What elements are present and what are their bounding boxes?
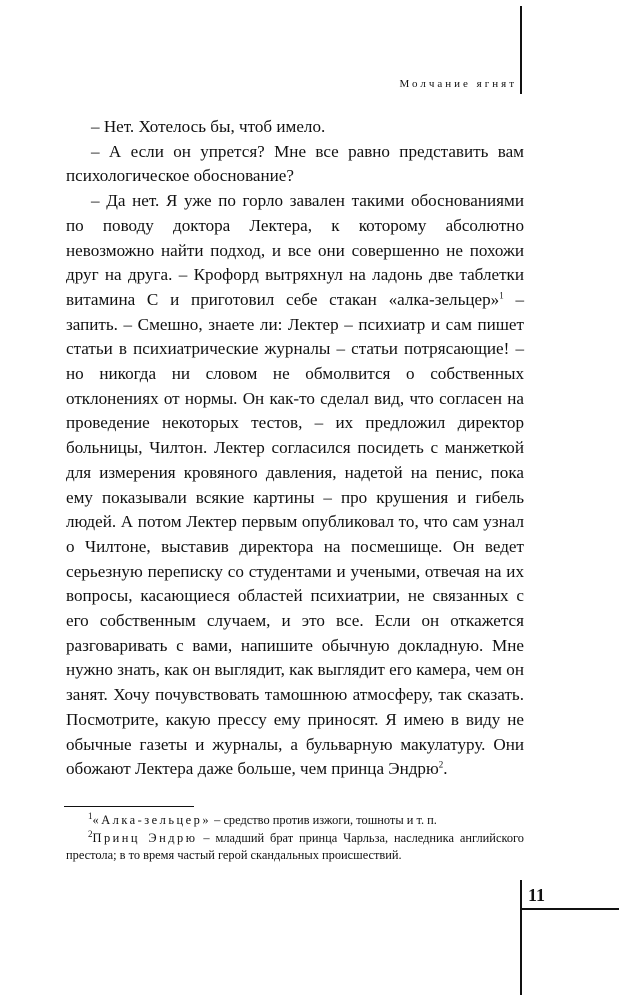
- paragraph: – Нет. Хотелось бы, чтоб имело.: [91, 117, 326, 136]
- page-number: 11: [528, 885, 546, 905]
- paragraph: – А если он упрется? Мне все равно представить вам психологическое обоснование?: [66, 141, 524, 186]
- footnote-mark: 1: [88, 810, 93, 821]
- footnote-ref-2: 2: [438, 759, 444, 770]
- page-number-horizontal-rule: [520, 908, 619, 910]
- page-number-vertical-rule: [520, 880, 522, 995]
- footnote-separator: [64, 806, 194, 807]
- paragraph-text: – запить. – Смешно, знаете ли: Лектер – психиатр и сам пишет статьи в психиатрические журналы – статьи потрясающие! – но никогда ни словом не обмолвится о собственных отклонениях от нормы. Он как-то сделал вид, что согласен на проведение некоторых тестов, – их предложил директор больницы, Чилтон. Лектер согласился посидеть с манжеткой для измерения кровяного давления, надетой на пенис, пока ему показывали всякие картины – про крушения и гибель людей. А потом Лектер первым опубликовал то, что сам узнал о Чилтоне, выставив директора на посмешище. Он ведет серьезную переписку со студентами и учеными, отвечая на их вопросы, касающиеся областей психиатрии, не связанных с его собственным случаем, и это все. Если он откажется разговаривать с вами, напишите обычную докладную. Мне нужно знать, как он выглядит, как выглядит его камера, чем он занят. Хочу почувствовать тамошнюю атмосферу, так сказать. Посмотрите, какую прессу ему приносят. Я имею в виду не обычные газеты и журналы, а бульварную макулатуру. Они обожают Лектера даже больше, чем принца Эндрю: [66, 289, 524, 779]
- body-text: [66, 115, 524, 782]
- footnote-term: Принц Эндрю: [92, 831, 198, 845]
- footnotes: [66, 812, 524, 865]
- footnote: [66, 812, 524, 829]
- footnote-term: «Алка-зельцер»: [92, 813, 212, 827]
- paragraph-text: – Да нет. Я уже по горло завален такими обоснованиями по поводу доктора Лектера, к которому абсолютно невозможно найти подход, и все они совершенно не похожи друг на друга. – Крофорд вытряхнул на ладонь две таблетки витамина С и приготовил себе стакан «алка-зельцер»: [66, 191, 524, 309]
- header-vertical-rule: [520, 6, 522, 94]
- footnote-text: – младший брат принца Чарльза, наследника английского престола; в то время частый герой скандальных происшествий.: [66, 831, 524, 862]
- footnote-text: – средство против изжоги, тошноты и т. п.: [211, 813, 437, 827]
- paragraph: [66, 189, 524, 782]
- running-header-title: Молчание ягнят: [399, 78, 517, 90]
- paragraph-text: .: [443, 759, 448, 779]
- footnote-mark: 2: [88, 828, 93, 839]
- footnote-ref-1: 1: [499, 290, 504, 301]
- footnote: [66, 830, 524, 864]
